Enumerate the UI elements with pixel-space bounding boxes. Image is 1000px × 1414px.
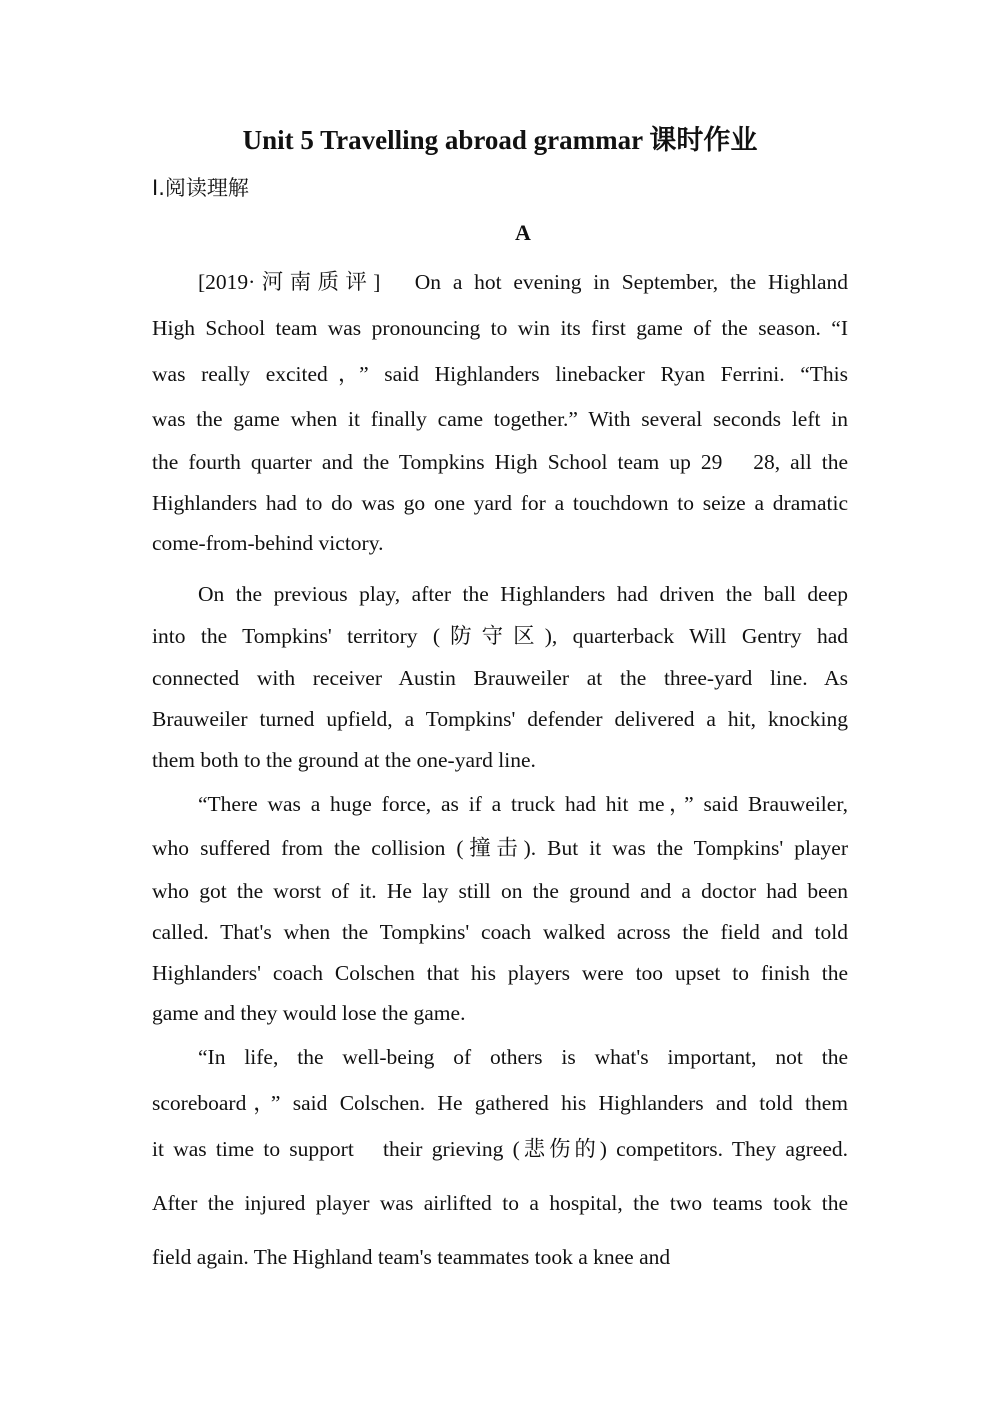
paragraph-line: field again. The Highland team's teammates took a knee and — [152, 1245, 671, 1269]
paragraph-line: scoreboard，” said Colschen. He gathered his Highlanders and told them — [152, 1091, 848, 1115]
paragraph-line: “In life, the well-being of others is what's important, not the — [198, 1045, 848, 1069]
paragraph-line: who suffered from the collision (撞击). But it was the Tompkins' player — [152, 836, 848, 860]
paragraph-line: game and they would lose the game. — [152, 1001, 466, 1025]
paragraph-line: “There was a huge force, as if a truck had hit me，” said Brauweiler, — [198, 792, 848, 816]
paragraph-line: [2019·河南质评] On a hot evening in September, the Highland — [198, 270, 848, 294]
paragraph-line: Brauweiler turned upfield, a Tompkins' defender delivered a hit, knocking — [152, 707, 848, 731]
paragraph-line: connected with receiver Austin Brauweiler at the three-yard line. As — [152, 666, 848, 690]
paragraph-line: was the game when it finally came together.” With several seconds left in — [152, 407, 848, 431]
paragraph-line: who got the worst of it. He lay still on the ground and a doctor had been — [152, 879, 848, 903]
paragraph-4 — [152, 1035, 848, 1280]
paragraph-line: called. That's when the Tompkins' coach walked across the field and told — [152, 920, 848, 944]
paragraph-line: the fourth quarter and the Tompkins High School team up 29 28, all the — [152, 450, 848, 474]
paragraph-2 — [152, 573, 848, 781]
paragraph-line: High School team was pronouncing to win its first game of the season. “I — [152, 316, 848, 340]
paragraph-line: into the Tompkins' territory (防守区), quarterback Will Gentry had — [152, 624, 848, 648]
paragraph-line: come-from-behind victory. — [152, 531, 384, 555]
paragraph-line: Highlanders' coach Colschen that his players were too upset to finish the — [152, 961, 848, 985]
section-heading: Ⅰ.阅读理解 — [152, 176, 249, 200]
passage-label: A — [515, 220, 531, 245]
paragraph-3 — [152, 782, 848, 1034]
paragraph-1 — [152, 259, 848, 564]
paragraph-line: them both to the ground at the one-yard line. — [152, 748, 536, 772]
paragraph-line: was really excited，” said Highlanders linebacker Ryan Ferrini. “This — [152, 362, 848, 386]
document-title: Unit 5 Travelling abroad grammar 课时作业 — [242, 125, 758, 155]
paragraph-line: it was time to support their grieving (悲伤的) competitors. They agreed. — [152, 1137, 848, 1161]
paragraph-line: After the injured player was airlifted to a hospital, the two teams took the — [152, 1191, 848, 1215]
paragraph-line: On the previous play, after the Highlanders had driven the ball deep — [198, 582, 848, 606]
paragraph-line: Highlanders had to do was go one yard for a touchdown to seize a dramatic — [152, 491, 848, 515]
